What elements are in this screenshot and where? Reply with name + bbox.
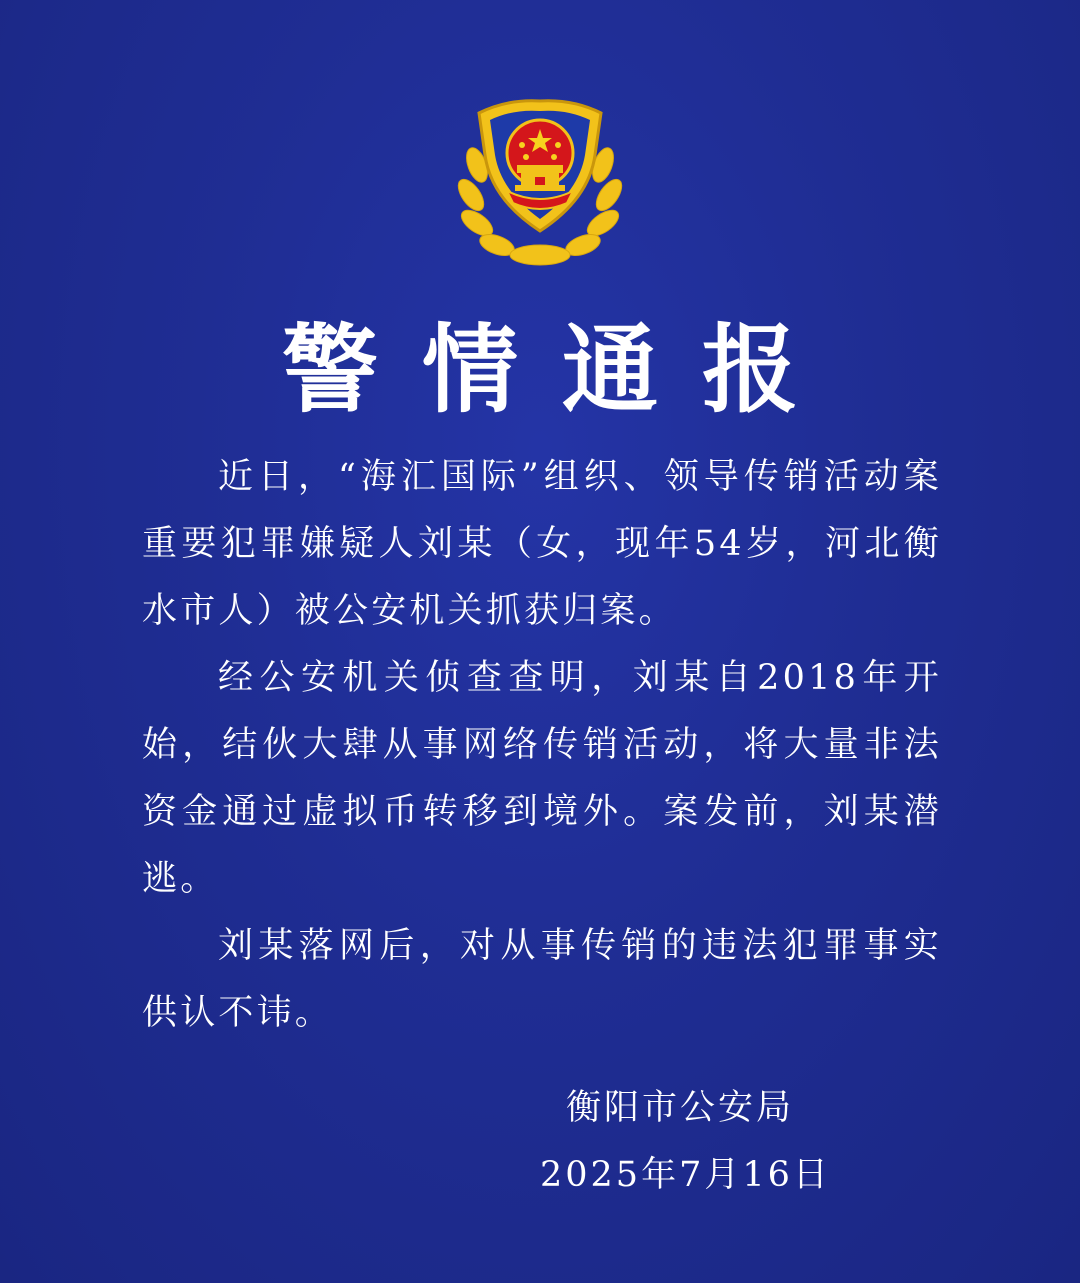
notice-body	[142, 444, 942, 1047]
issue-date: 2025年7月16日	[540, 1155, 831, 1195]
notice-paragraph-1: 近日，“海汇国际”组织、领导传销活动案重要犯罪嫌疑人刘某（女，现年54岁，河北衡水市人）被公安机关抓获归案。	[142, 457, 942, 631]
notice-title: 警情通报	[282, 314, 842, 426]
notice-paragraph-3: 刘某落网后，对从事传销的违法犯罪事实供认不讳。	[142, 926, 942, 1033]
police-emblem-icon	[455, 95, 625, 270]
signature-block	[540, 1075, 831, 1209]
notice-paragraph-2: 经公安机关侦查查明，刘某自2018年开始，结伙大肆从事网络传销活动，将大量非法资金通过虚拟币转移到境外。案发前，刘某潜逃。	[142, 658, 942, 899]
issuer-name: 衡阳市公安局	[565, 1088, 794, 1128]
